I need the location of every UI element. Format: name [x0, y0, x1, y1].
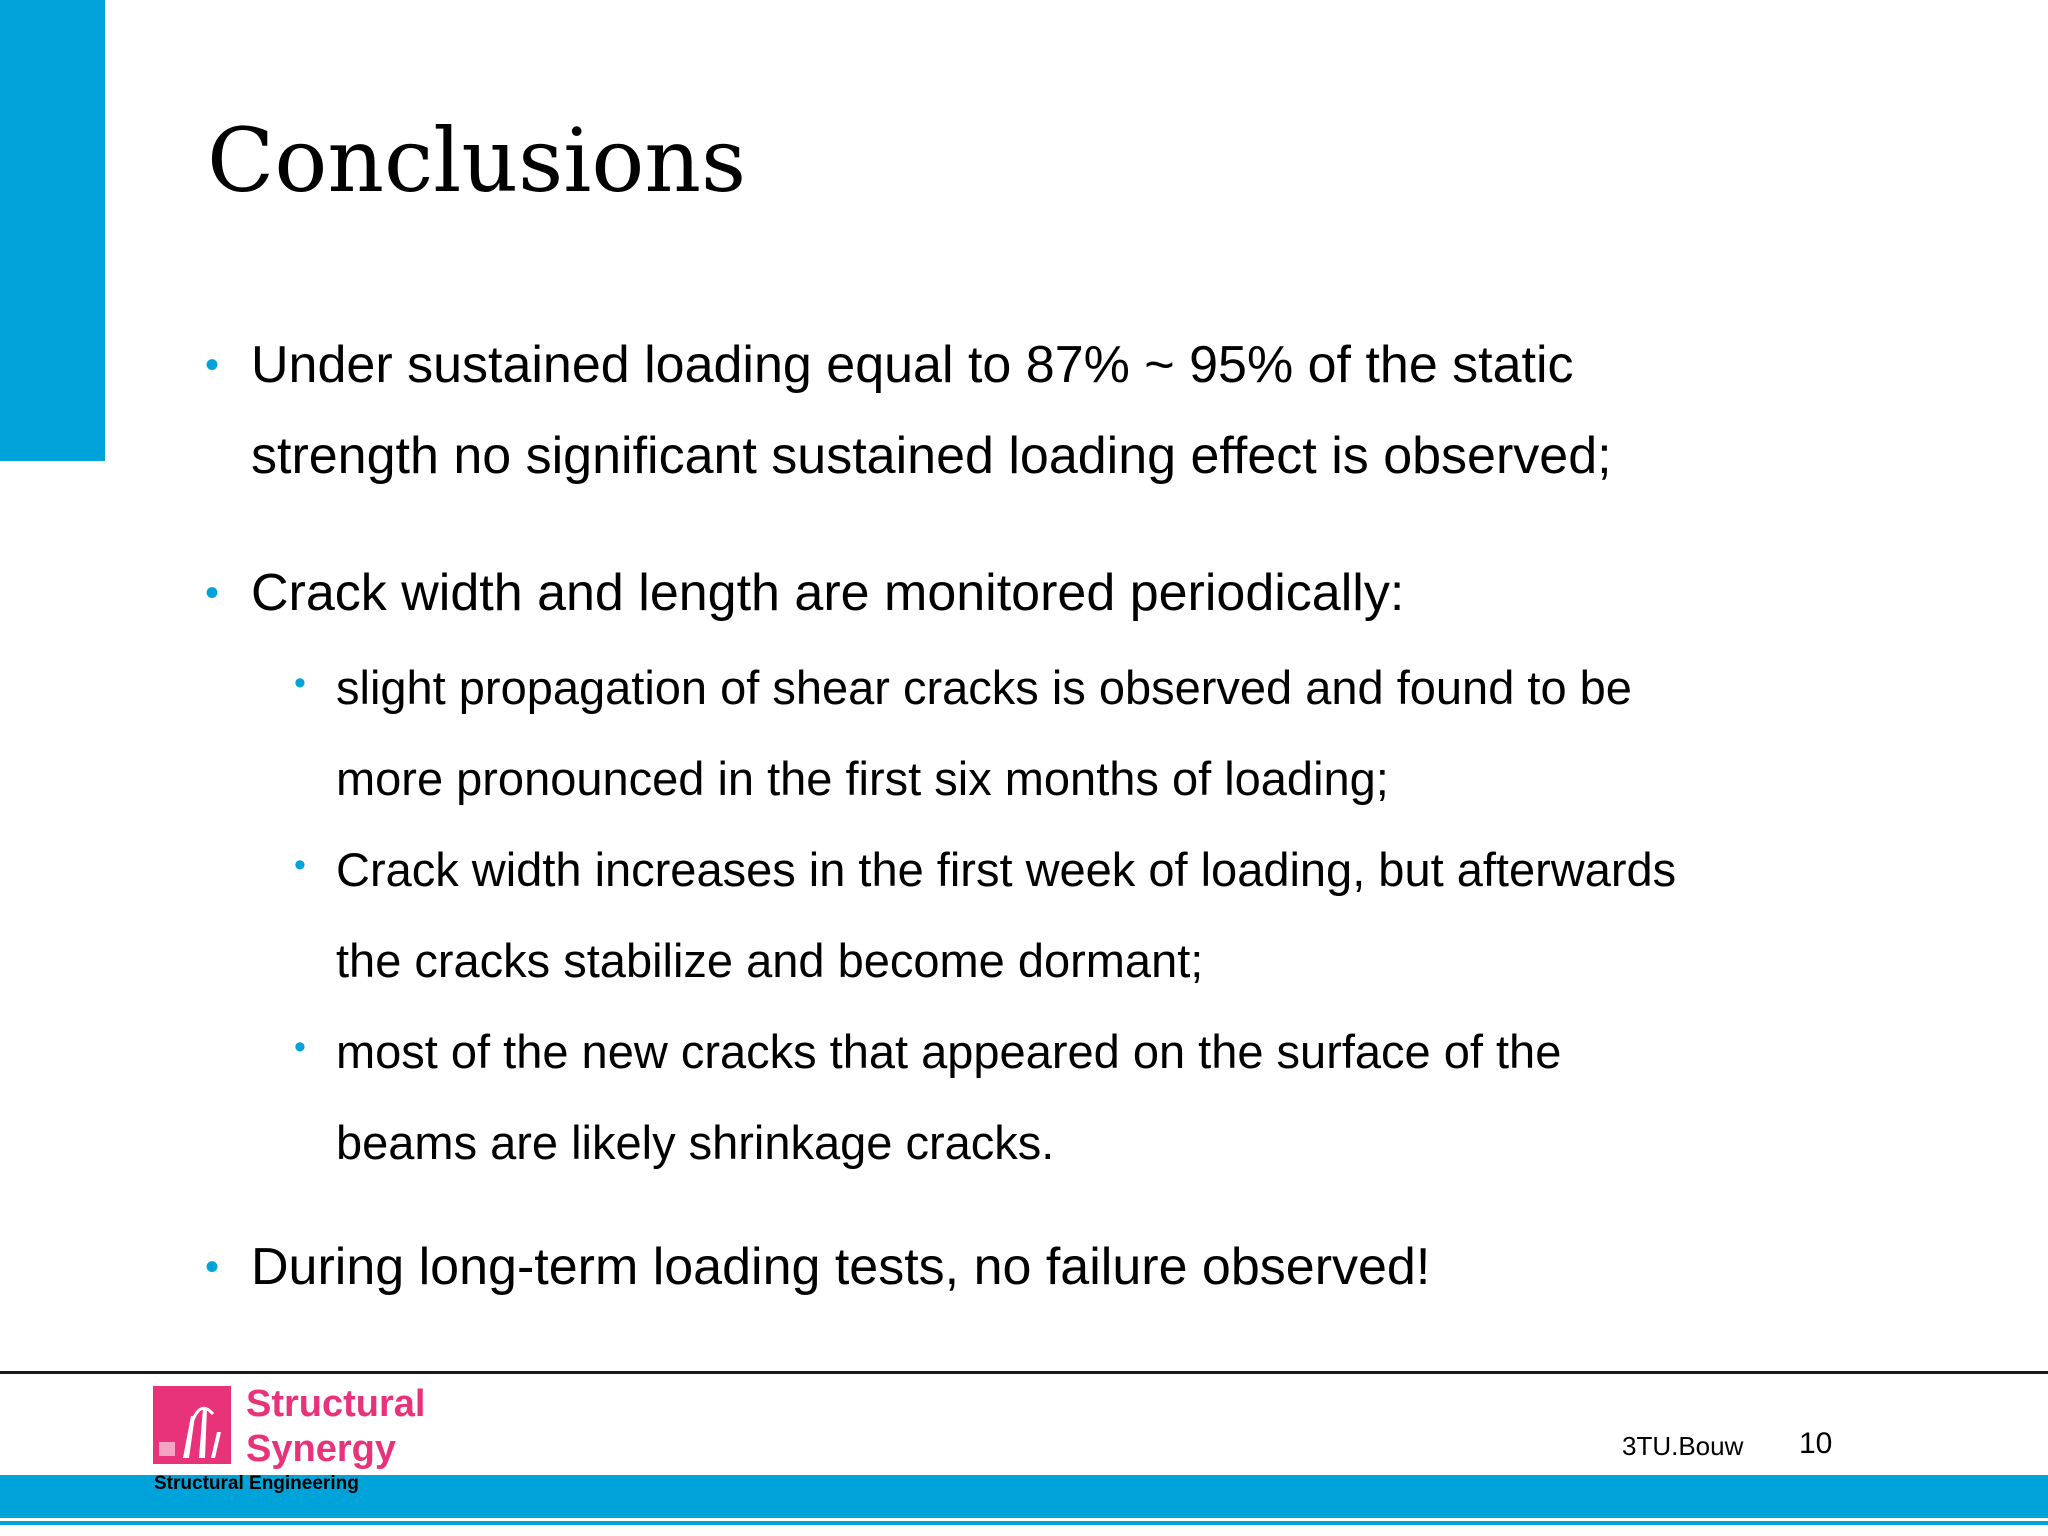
footer-band-edge [0, 1521, 2048, 1525]
footer-divider [0, 1371, 2048, 1374]
logo-word-synergy: Synergy [246, 1428, 396, 1470]
slide-title: Conclusions [207, 109, 747, 212]
bullet-2 [205, 548, 1405, 639]
bullet-1-line-1: Under sustained loading equal to 87% ~ 95% of the static [251, 336, 1574, 394]
sub-bullet-1 [294, 642, 1632, 824]
sub-bullet-2-line-2: the cracks stabilize and become dormant; [336, 934, 1204, 987]
sub-bullet-dot: • [294, 846, 306, 884]
organization-label: 3TU.Bouw [1622, 1431, 1744, 1461]
sub-bullet-dot: • [294, 1028, 306, 1066]
bullet-1-line-2: strength no significant sustained loading effect is observed; [251, 427, 1612, 485]
bullet-2-line-1: Crack width and length are monitored periodically: [251, 564, 1405, 622]
sub-bullet-3 [294, 1006, 1562, 1188]
sub-bullet-2 [294, 824, 1677, 1006]
sub-bullet-1-line-1: slight propagation of shear cracks is observed and found to be [336, 661, 1632, 714]
bullet-1 [205, 320, 1612, 502]
page-number: 10 [1799, 1427, 1833, 1460]
logo-word-structural: Structural [246, 1383, 426, 1425]
accent-bar [0, 0, 105, 461]
bullet-3 [205, 1222, 1431, 1313]
sub-bullet-3-line-2: beams are likely shrinkage cracks. [336, 1116, 1055, 1169]
sub-bullet-3-line-1: most of the new cracks that appeared on the surface of the [336, 1025, 1562, 1078]
bullet-dot: • [205, 1245, 220, 1289]
sub-bullet-dot: • [294, 664, 306, 702]
sub-bullet-2-line-1: Crack width increases in the first week of loading, but afterwards [336, 843, 1677, 896]
bullet-dot: • [205, 571, 220, 615]
bullet-3-line-1: During long-term loading tests, no failure observed! [251, 1238, 1431, 1296]
logo-subtitle: Structural Engineering [154, 1473, 359, 1494]
structural-synergy-logo-icon [153, 1386, 231, 1464]
bullet-dot: • [205, 343, 220, 387]
sub-bullet-1-line-2: more pronounced in the first six months of loading; [336, 752, 1389, 805]
